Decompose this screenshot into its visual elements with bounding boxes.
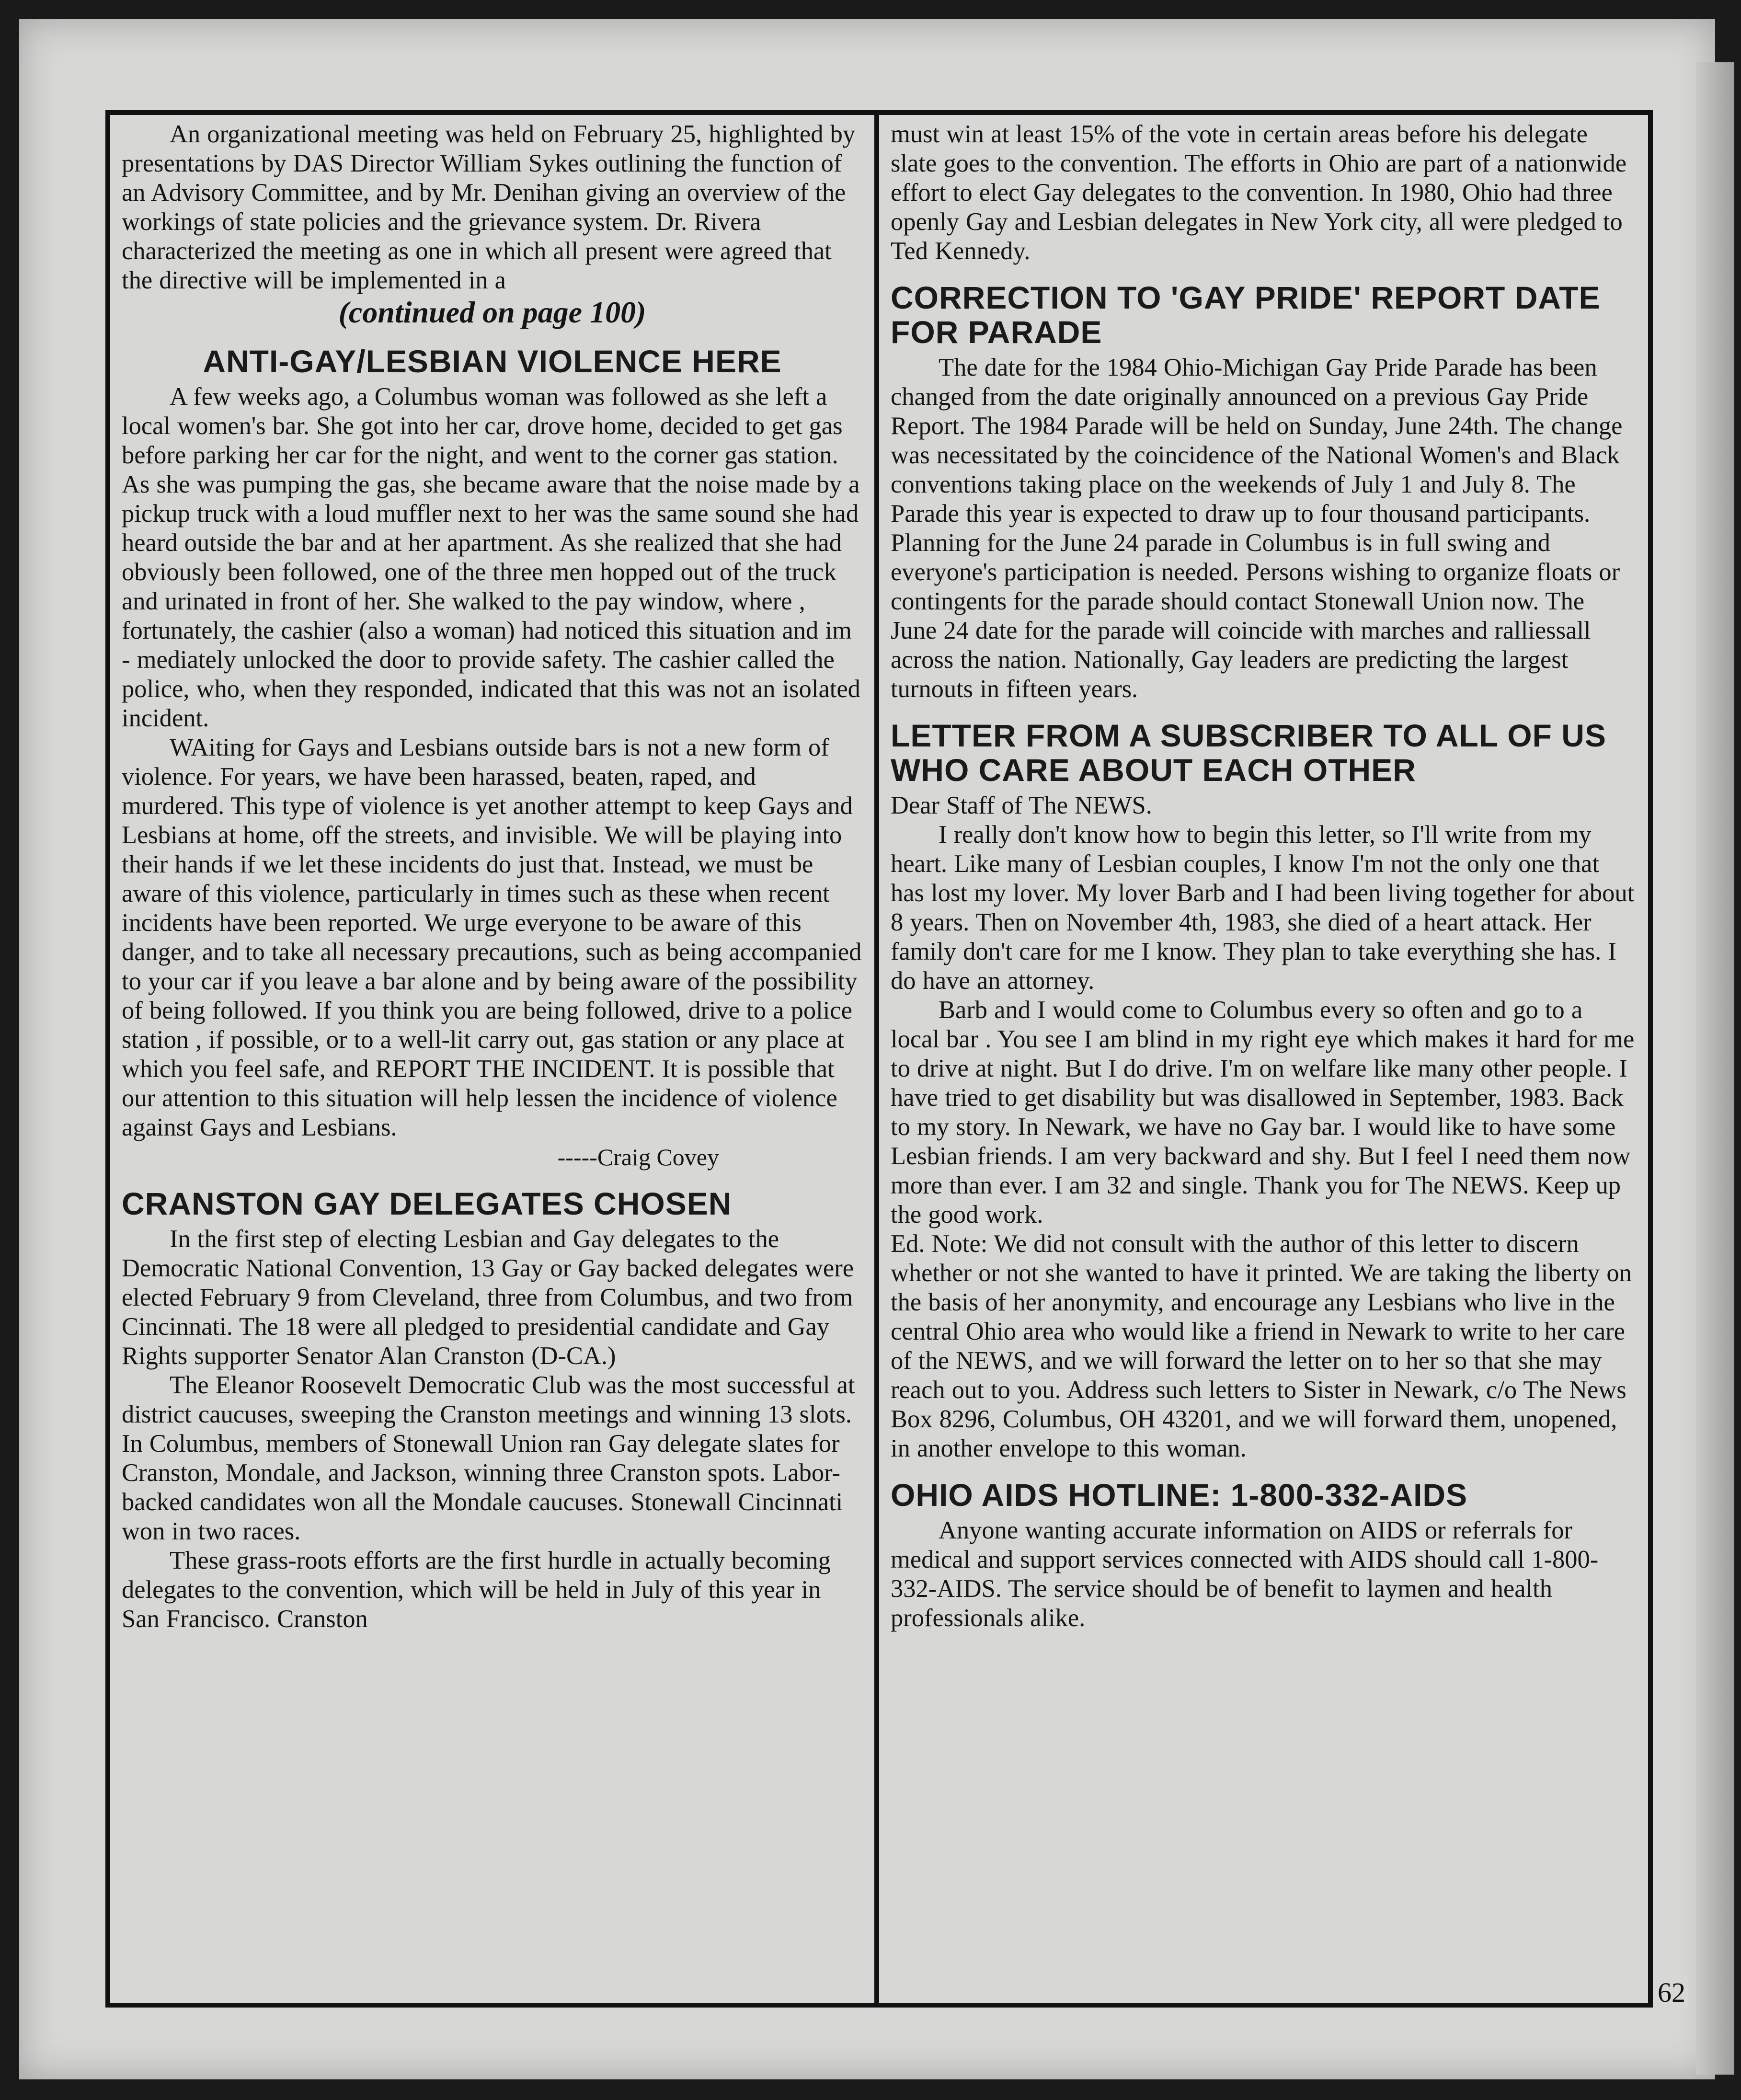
correction-heading: CORRECTION TO 'GAY PRIDE' REPORT DATE FOR PARADE: [891, 280, 1601, 350]
correction-paragraph: The date for the 1984 Ohio-Michigan Gay Pride Parade has been changed from the date originally announced on a previous Gay Pride Report. The 1984 Parade will be held on Sunday, June 24th. The change was necessitated by the coincidence of the National Women's and Black conventions taking place on the weekends of July 1 and July 8. The Parade this year is expected to draw up to four thousand participants. Planning for the June 24 parade in Columbus is in full swing and everyone's participation is needed. Persons wishing to organize floats or contingents for the parade should contact Stonewall Union now. The June 24 date for the parade will coincide with marches and ralliessall across the nation. Nationally, Gay leaders are predicting the largest turnouts in fifteen years.: [891, 354, 1623, 703]
cranston-heading: CRANSTON GAY DELEGATES CHOSEN: [122, 1186, 732, 1221]
editor-note: Ed. Note: We did not consult with the author of this letter to discern whether or not she wanted to have it printed. We are taking the liberty on the basis of her anonymity, and encourage any Lesbians who live in the central Ohio area who would like a friend in Newark to write to her care of the NEWS, and we will forward the letter on to her so that she may reach out to you. Address such letters to Sister in Newark, c/o The News Box 8296, Columbus, OH 43201, and we will forward them, unopened, in another envelope to this woman.: [891, 1230, 1632, 1462]
intro-paragraph: An organizational meeting was held on February 25, highlighted by presentations by DAS Director William Sykes outlining the function of an Advisory Committee, and by Mr. Denihan giving an overview of the workings of state policies and the grievance system. Dr. Rivera characterized the meeting as one in which all present were agreed that the directive will be implemented in a: [122, 120, 856, 294]
letter-salutation: Dear Staff of The NEWS.: [891, 792, 1152, 819]
page-number: 62: [1655, 1976, 1688, 2008]
hotline-heading: OHIO AIDS HOTLINE: 1-800-332-AIDS: [891, 1477, 1468, 1513]
violence-heading: ANTI-GAY/LESBIAN VIOLENCE HERE: [203, 344, 782, 379]
cranston-continued: must win at least 15% of the vote in certain areas before his delegate slate goes to the convention. The efforts in Ohio are part of a nationwide effort to elect Gay delegates to the convention. In 1980, Ohio had three openly Gay and Lesbian delegates in New York city, all were pledged to Ted Kennedy.: [891, 120, 1627, 265]
right-column: [879, 115, 1648, 2003]
hotline-paragraph: Anyone wanting accurate information on AIDS or referrals for medical and support services connected with AIDS should call 1-800-332-AIDS. The service should be of benefit to laymen and health professionals alike.: [891, 1516, 1599, 1632]
page-edge-shadow: [1696, 62, 1734, 2075]
letter-paragraph-2: Barb and I would come to Columbus every so often and go to a local bar . You see I am blind in my right eye which makes it hard for me to drive at night. But I do drive. I'm on welfare like many other people. I have tried to get disability but was disallowed in September, 1983. Back to my story. In Newark, we have no Gay bar. I would like to have some Lesbian friends. I am very backward and shy. But I feel I need them now more than ever. I am 32 and single. Thank you for The NEWS. Keep up the good work.: [891, 996, 1635, 1228]
magazine-page: [19, 19, 1715, 2079]
left-column: [110, 115, 879, 2003]
cranston-paragraph-2: The Eleanor Roosevelt Democratic Club was the most successful at district caucuses, sweeping the Cranston meetings and winning 13 slots. In Columbus, members of Stonewall Union ran Gay delegate slates for Cranston, Mondale, and Jackson, winning three Cranston spots. Labor-backed candidates won all the Mondale caucuses. Stonewall Cincinnati won in two races.: [122, 1371, 855, 1545]
violence-paragraph-2: WAiting for Gays and Lesbians outside bars is not a new form of violence. For years, we have been harassed, beaten, raped, and murdered. This type of violence is yet another attempt to keep Gays and Lesbians at home, off the streets, and invisible. We will be playing into their hands if we let these incidents do just that. Instead, we must be aware of this violence, particularly in times such as these when recent incidents have been reported. We urge everyone to be aware of this danger, and to take all necessary precautions, such as being accompanied to your car if you leave a bar alone and by being aware of the possibility of being followed. If you think you are being followed, drive to a police station , if possible, or to a well-lit carry out, gas station or any place at which you feel safe, and REPORT THE INCIDENT. It is possible that our attention to this situation will help lessen the incidence of violence against Gays and Lesbians.: [122, 734, 862, 1141]
letter-heading: LETTER FROM A SUBSCRIBER TO ALL OF US WHO CARE ABOUT EACH OTHER: [891, 718, 1606, 788]
continued-note: (continued on page 100): [338, 295, 646, 329]
cranston-paragraph-1: In the first step of electing Lesbian and Gay delegates to the Democratic National Convention, 13 Gay or Gay backed delegates were elected February 9 from Cleveland, three from Columbus, and two from Cincinnati. The 18 were all pledged to presidential candidate and Gay Rights supporter Senator Alan Cranston (D-CA.): [122, 1225, 854, 1370]
violence-signature: -----Craig Covey: [557, 1144, 719, 1170]
cranston-paragraph-3: These grass-roots efforts are the first hurdle in actually becoming delegates to the convention, which will be held in July of this year in San Francisco. Cranston: [122, 1547, 831, 1633]
article-frame: [105, 110, 1653, 2008]
letter-paragraph-1: I really don't know how to begin this letter, so I'll write from my heart. Like many of Lesbian couples, I know I'm not the only one that has lost my lover. My lover Barb and I had been living together for about 8 years. Then on November 4th, 1983, she died of a heart attack. Her family don't care for me I know. They plan to take everything she has. I do have an attorney.: [891, 821, 1635, 995]
violence-paragraph-1: A few weeks ago, a Columbus woman was followed as she left a local women's bar. She got into her car, drove home, decided to get gas before parking her car for the night, and went to the corner gas station. As she was pumping the gas, she became aware that the noise made by a pickup truck with a loud muffler next to her was the same sound she had heard outside the bar and at her apartment. As she realized that she had obviously been followed, one of the three men hopped out of the truck and urinated in front of her. She walked to the pay window, where , fortunately, the cashier (also a woman) had noticed this situation and im - mediately unlocked the door to provide safety. The cashier called the police, who, when they responded, indicated that this was not an isolated incident.: [122, 383, 860, 732]
